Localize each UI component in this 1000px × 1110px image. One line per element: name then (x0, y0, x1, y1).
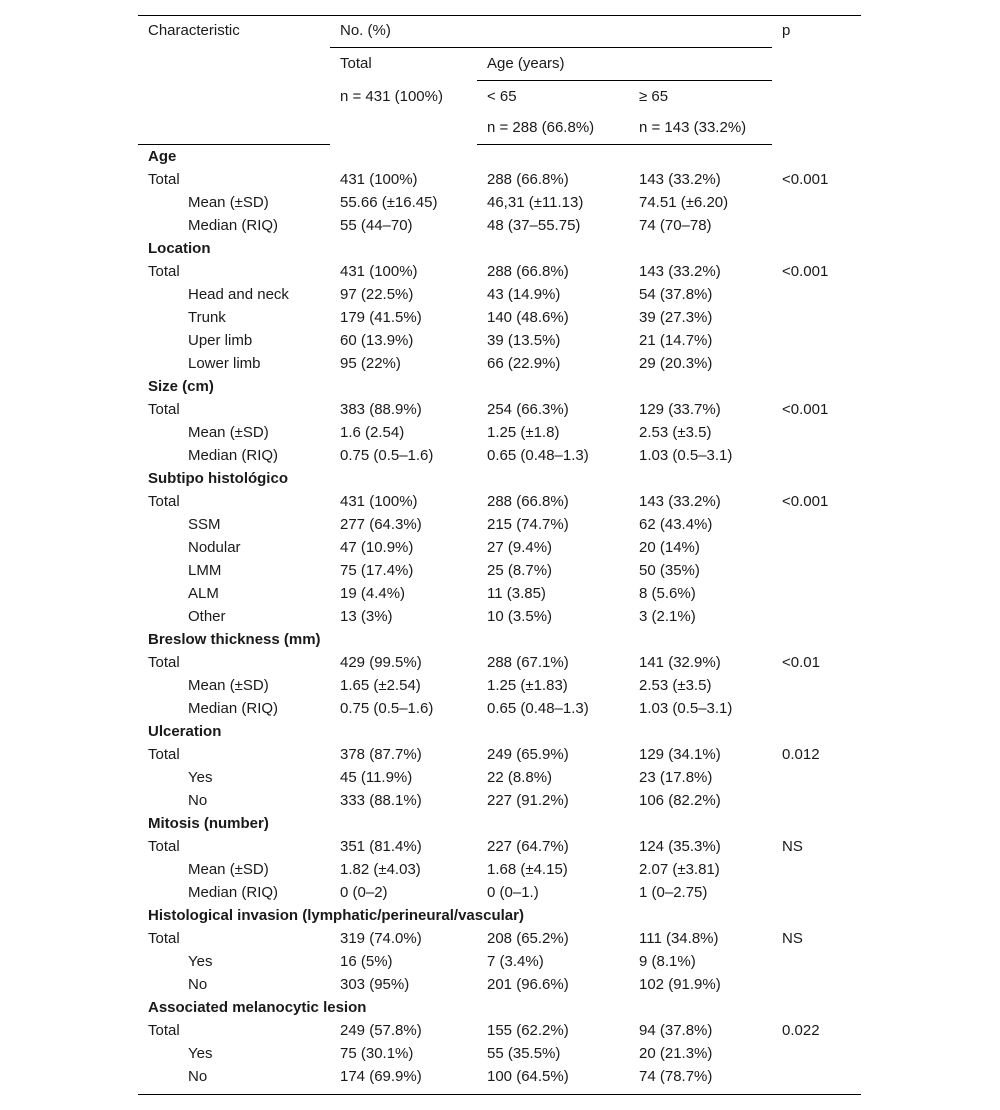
row-label: Histological invasion (lymphatic/perineural/vascular) (148, 907, 524, 924)
table-row (0, 214, 1000, 237)
row-label: Mean (±SD) (188, 677, 269, 694)
cell-total: 45 (11.9%) (340, 769, 413, 786)
cell-under-65: 7 (3.4%) (487, 953, 544, 970)
row-label: Associated melanocytic lesion (148, 999, 367, 1016)
cell-p-value: NS (782, 838, 803, 855)
row-label: Median (RIQ) (188, 884, 279, 901)
table-row (0, 191, 1000, 214)
row-label: Total (148, 746, 180, 763)
cell-65-plus: 94 (37.8%) (639, 1022, 713, 1039)
table-row (0, 582, 1000, 605)
table-row (0, 1019, 1000, 1042)
table-row (0, 398, 1000, 421)
table-row (0, 927, 1000, 950)
table-row (0, 674, 1000, 697)
table-row (0, 490, 1000, 513)
cell-65-plus: 129 (33.7%) (639, 401, 721, 418)
cell-65-plus: 2.53 (±3.5) (639, 677, 712, 694)
cell-under-65: 10 (3.5%) (487, 608, 553, 625)
table-body (0, 145, 1000, 1088)
row-label: Nodular (188, 539, 241, 556)
section-header-row (0, 145, 1000, 168)
table-row (0, 513, 1000, 536)
cell-total: 13 (3%) (340, 608, 393, 625)
top-rule (138, 15, 861, 16)
cell-65-plus: 21 (14.7%) (639, 332, 713, 349)
cell-total: 1.65 (±2.54) (340, 677, 421, 694)
cell-under-65: 140 (48.6%) (487, 309, 569, 326)
cell-total: 0.75 (0.5–1.6) (340, 447, 434, 464)
row-label: Breslow thickness (mm) (148, 631, 321, 648)
row-label: Other (188, 608, 226, 625)
row-label: Total (148, 930, 180, 947)
header-characteristic: Characteristic (148, 22, 240, 39)
cell-under-65: 48 (37–55.75) (487, 217, 581, 234)
table-row (0, 283, 1000, 306)
cell-65-plus: 50 (35%) (639, 562, 700, 579)
cell-under-65: 288 (66.8%) (487, 493, 569, 510)
row-label: Yes (188, 1045, 213, 1062)
cell-total: 55 (44–70) (340, 217, 413, 234)
cell-under-65: 46,31 (±11.13) (487, 194, 584, 211)
cell-total: 351 (81.4%) (340, 838, 422, 855)
section-header-row (0, 467, 1000, 490)
table-row (0, 881, 1000, 904)
table-row (0, 168, 1000, 191)
cell-65-plus: 124 (35.3%) (639, 838, 721, 855)
table-row (0, 605, 1000, 628)
cell-p-value: 0.012 (782, 746, 820, 763)
cell-total: 429 (99.5%) (340, 654, 422, 671)
cell-65-plus: 2.07 (±3.81) (639, 861, 720, 878)
cell-under-65: 1.68 (±4.15) (487, 861, 568, 878)
table-row (0, 536, 1000, 559)
section-header-row (0, 375, 1000, 398)
cell-under-65: 43 (14.9%) (487, 286, 561, 303)
cell-under-65: 215 (74.7%) (487, 516, 569, 533)
cell-65-plus: 20 (14%) (639, 539, 700, 556)
row-label: Age (148, 148, 177, 165)
cell-under-65: 254 (66.3%) (487, 401, 569, 418)
cell-total: 97 (22.5%) (340, 286, 414, 303)
cell-total: 0 (0–2) (340, 884, 388, 901)
cell-65-plus: 1 (0–2.75) (639, 884, 708, 901)
cell-under-65: 288 (66.8%) (487, 171, 569, 188)
cell-total: 1.82 (±4.03) (340, 861, 421, 878)
cell-total: 319 (74.0%) (340, 930, 422, 947)
cell-p-value: <0.001 (782, 401, 829, 418)
table-row (0, 352, 1000, 375)
row-label: Yes (188, 769, 213, 786)
table-row (0, 559, 1000, 582)
age-years-underline (477, 80, 772, 81)
table-row (0, 260, 1000, 283)
table-row (0, 421, 1000, 444)
cell-65-plus: 39 (27.3%) (639, 309, 713, 326)
row-label: Total (148, 263, 180, 280)
cell-65-plus: 143 (33.2%) (639, 263, 721, 280)
cell-65-plus: 74 (78.7%) (639, 1068, 713, 1085)
cell-under-65: 27 (9.4%) (487, 539, 553, 556)
cell-65-plus: 20 (21.3%) (639, 1045, 713, 1062)
header-total: Total (340, 55, 372, 72)
table-row (0, 743, 1000, 766)
cell-65-plus: 1.03 (0.5–3.1) (639, 447, 733, 464)
header-age-years: Age (years) (487, 55, 565, 72)
cell-65-plus: 9 (8.1%) (639, 953, 696, 970)
cell-total: 16 (5%) (340, 953, 393, 970)
cell-65-plus: 143 (33.2%) (639, 493, 721, 510)
cell-total: 383 (88.9%) (340, 401, 422, 418)
cell-under-65: 55 (35.5%) (487, 1045, 561, 1062)
cell-total: 0.75 (0.5–1.6) (340, 700, 434, 717)
cell-total: 431 (100%) (340, 493, 418, 510)
cell-under-65: 1.25 (±1.8) (487, 424, 560, 441)
cell-total: 277 (64.3%) (340, 516, 422, 533)
table-row (0, 835, 1000, 858)
table-row (0, 1042, 1000, 1065)
cell-under-65: 22 (8.8%) (487, 769, 553, 786)
table-row (0, 950, 1000, 973)
cell-p-value: <0.01 (782, 654, 820, 671)
cell-under-65: 288 (66.8%) (487, 263, 569, 280)
row-label: Subtipo histológico (148, 470, 288, 487)
row-label: Mitosis (number) (148, 815, 269, 832)
cell-65-plus: 54 (37.8%) (639, 286, 713, 303)
row-label: Total (148, 401, 180, 418)
row-label: Median (RIQ) (188, 700, 279, 717)
cell-65-plus: 74.51 (±6.20) (639, 194, 729, 211)
cell-p-value: <0.001 (782, 263, 829, 280)
cell-p-value: 0.022 (782, 1022, 820, 1039)
table-row (0, 973, 1000, 996)
cell-65-plus: 2.53 (±3.5) (639, 424, 712, 441)
cell-total: 19 (4.4%) (340, 585, 406, 602)
cell-65-plus: 111 (34.8%) (639, 930, 719, 947)
cell-under-65: 0 (0–1.) (487, 884, 539, 901)
row-label: Total (148, 654, 180, 671)
table-row (0, 766, 1000, 789)
row-label: ALM (188, 585, 219, 602)
cell-under-65: 25 (8.7%) (487, 562, 553, 579)
cell-total: 431 (100%) (340, 171, 418, 188)
cell-total: 75 (30.1%) (340, 1045, 414, 1062)
cell-under-65: 100 (64.5%) (487, 1068, 569, 1085)
cell-under-65: 0.65 (0.48–1.3) (487, 447, 589, 464)
cell-65-plus: 23 (17.8%) (639, 769, 713, 786)
cell-under-65: 1.25 (±1.83) (487, 677, 568, 694)
header-n-ge65: n = 143 (33.2%) (639, 119, 747, 136)
row-label: Total (148, 493, 180, 510)
section-header-row (0, 628, 1000, 651)
table-row (0, 1065, 1000, 1088)
row-label: Uper limb (188, 332, 253, 349)
section-header-row (0, 720, 1000, 743)
cell-under-65: 155 (62.2%) (487, 1022, 569, 1039)
cell-total: 249 (57.8%) (340, 1022, 422, 1039)
row-label: Total (148, 1022, 180, 1039)
table-row (0, 858, 1000, 881)
section-header-row (0, 237, 1000, 260)
cell-under-65: 208 (65.2%) (487, 930, 569, 947)
cell-65-plus: 129 (34.1%) (639, 746, 721, 763)
bottom-rule (138, 1094, 861, 1095)
cell-under-65: 201 (96.6%) (487, 976, 569, 993)
cell-total: 179 (41.5%) (340, 309, 422, 326)
row-label: No (188, 792, 208, 809)
cell-total: 95 (22%) (340, 355, 401, 372)
header-ge65: ≥ 65 (639, 88, 669, 105)
row-label: Lower limb (188, 355, 261, 372)
row-label: Median (RIQ) (188, 217, 279, 234)
cell-total: 47 (10.9%) (340, 539, 414, 556)
cell-under-65: 66 (22.9%) (487, 355, 561, 372)
section-header-row (0, 996, 1000, 1019)
cell-under-65: 39 (13.5%) (487, 332, 561, 349)
table-row (0, 697, 1000, 720)
cell-65-plus: 3 (2.1%) (639, 608, 696, 625)
cell-65-plus: 141 (32.9%) (639, 654, 721, 671)
table-row (0, 789, 1000, 812)
row-label: Size (cm) (148, 378, 214, 395)
row-label: Total (148, 171, 180, 188)
row-label: Median (RIQ) (188, 447, 279, 464)
cell-total: 60 (13.9%) (340, 332, 414, 349)
cell-65-plus: 143 (33.2%) (639, 171, 721, 188)
row-label: Yes (188, 953, 213, 970)
table-row (0, 329, 1000, 352)
table-row (0, 306, 1000, 329)
header-p: p (782, 22, 791, 39)
row-label: LMM (188, 562, 222, 579)
header-n-lt65: n = 288 (66.8%) (487, 119, 595, 136)
row-label: Mean (±SD) (188, 861, 269, 878)
header-lt65: < 65 (487, 88, 517, 105)
cell-total: 1.6 (2.54) (340, 424, 405, 441)
row-label: Mean (±SD) (188, 194, 269, 211)
row-label: Ulceration (148, 723, 222, 740)
row-label: SSM (188, 516, 221, 533)
section-header-row (0, 812, 1000, 835)
cell-under-65: 288 (67.1%) (487, 654, 569, 671)
cell-p-value: <0.001 (782, 171, 829, 188)
cell-65-plus: 102 (91.9%) (639, 976, 721, 993)
no-pct-underline (330, 47, 772, 48)
row-label: Mean (±SD) (188, 424, 269, 441)
cell-total: 174 (69.9%) (340, 1068, 422, 1085)
cell-total: 75 (17.4%) (340, 562, 414, 579)
cell-65-plus: 74 (70–78) (639, 217, 712, 234)
row-label: Total (148, 838, 180, 855)
cell-total: 378 (87.7%) (340, 746, 422, 763)
section-header-row (0, 904, 1000, 927)
cell-65-plus: 1.03 (0.5–3.1) (639, 700, 733, 717)
row-label: Trunk (188, 309, 226, 326)
cell-total: 55.66 (±16.45) (340, 194, 438, 211)
header-no-pct: No. (%) (340, 22, 391, 39)
cell-under-65: 227 (91.2%) (487, 792, 569, 809)
row-label: No (188, 976, 208, 993)
cell-p-value: <0.001 (782, 493, 829, 510)
header-n-total: n = 431 (100%) (340, 88, 443, 105)
cell-under-65: 0.65 (0.48–1.3) (487, 700, 589, 717)
cell-p-value: NS (782, 930, 803, 947)
cell-65-plus: 62 (43.4%) (639, 516, 713, 533)
cell-under-65: 227 (64.7%) (487, 838, 569, 855)
cell-65-plus: 29 (20.3%) (639, 355, 713, 372)
cell-65-plus: 106 (82.2%) (639, 792, 721, 809)
table-row (0, 444, 1000, 467)
cell-total: 431 (100%) (340, 263, 418, 280)
cell-under-65: 11 (3.85) (487, 585, 546, 602)
row-label: Location (148, 240, 211, 257)
cell-65-plus: 8 (5.6%) (639, 585, 696, 602)
cell-total: 303 (95%) (340, 976, 410, 993)
row-label: Head and neck (188, 286, 289, 303)
row-label: No (188, 1068, 208, 1085)
cell-under-65: 249 (65.9%) (487, 746, 569, 763)
table-row (0, 651, 1000, 674)
cell-total: 333 (88.1%) (340, 792, 422, 809)
